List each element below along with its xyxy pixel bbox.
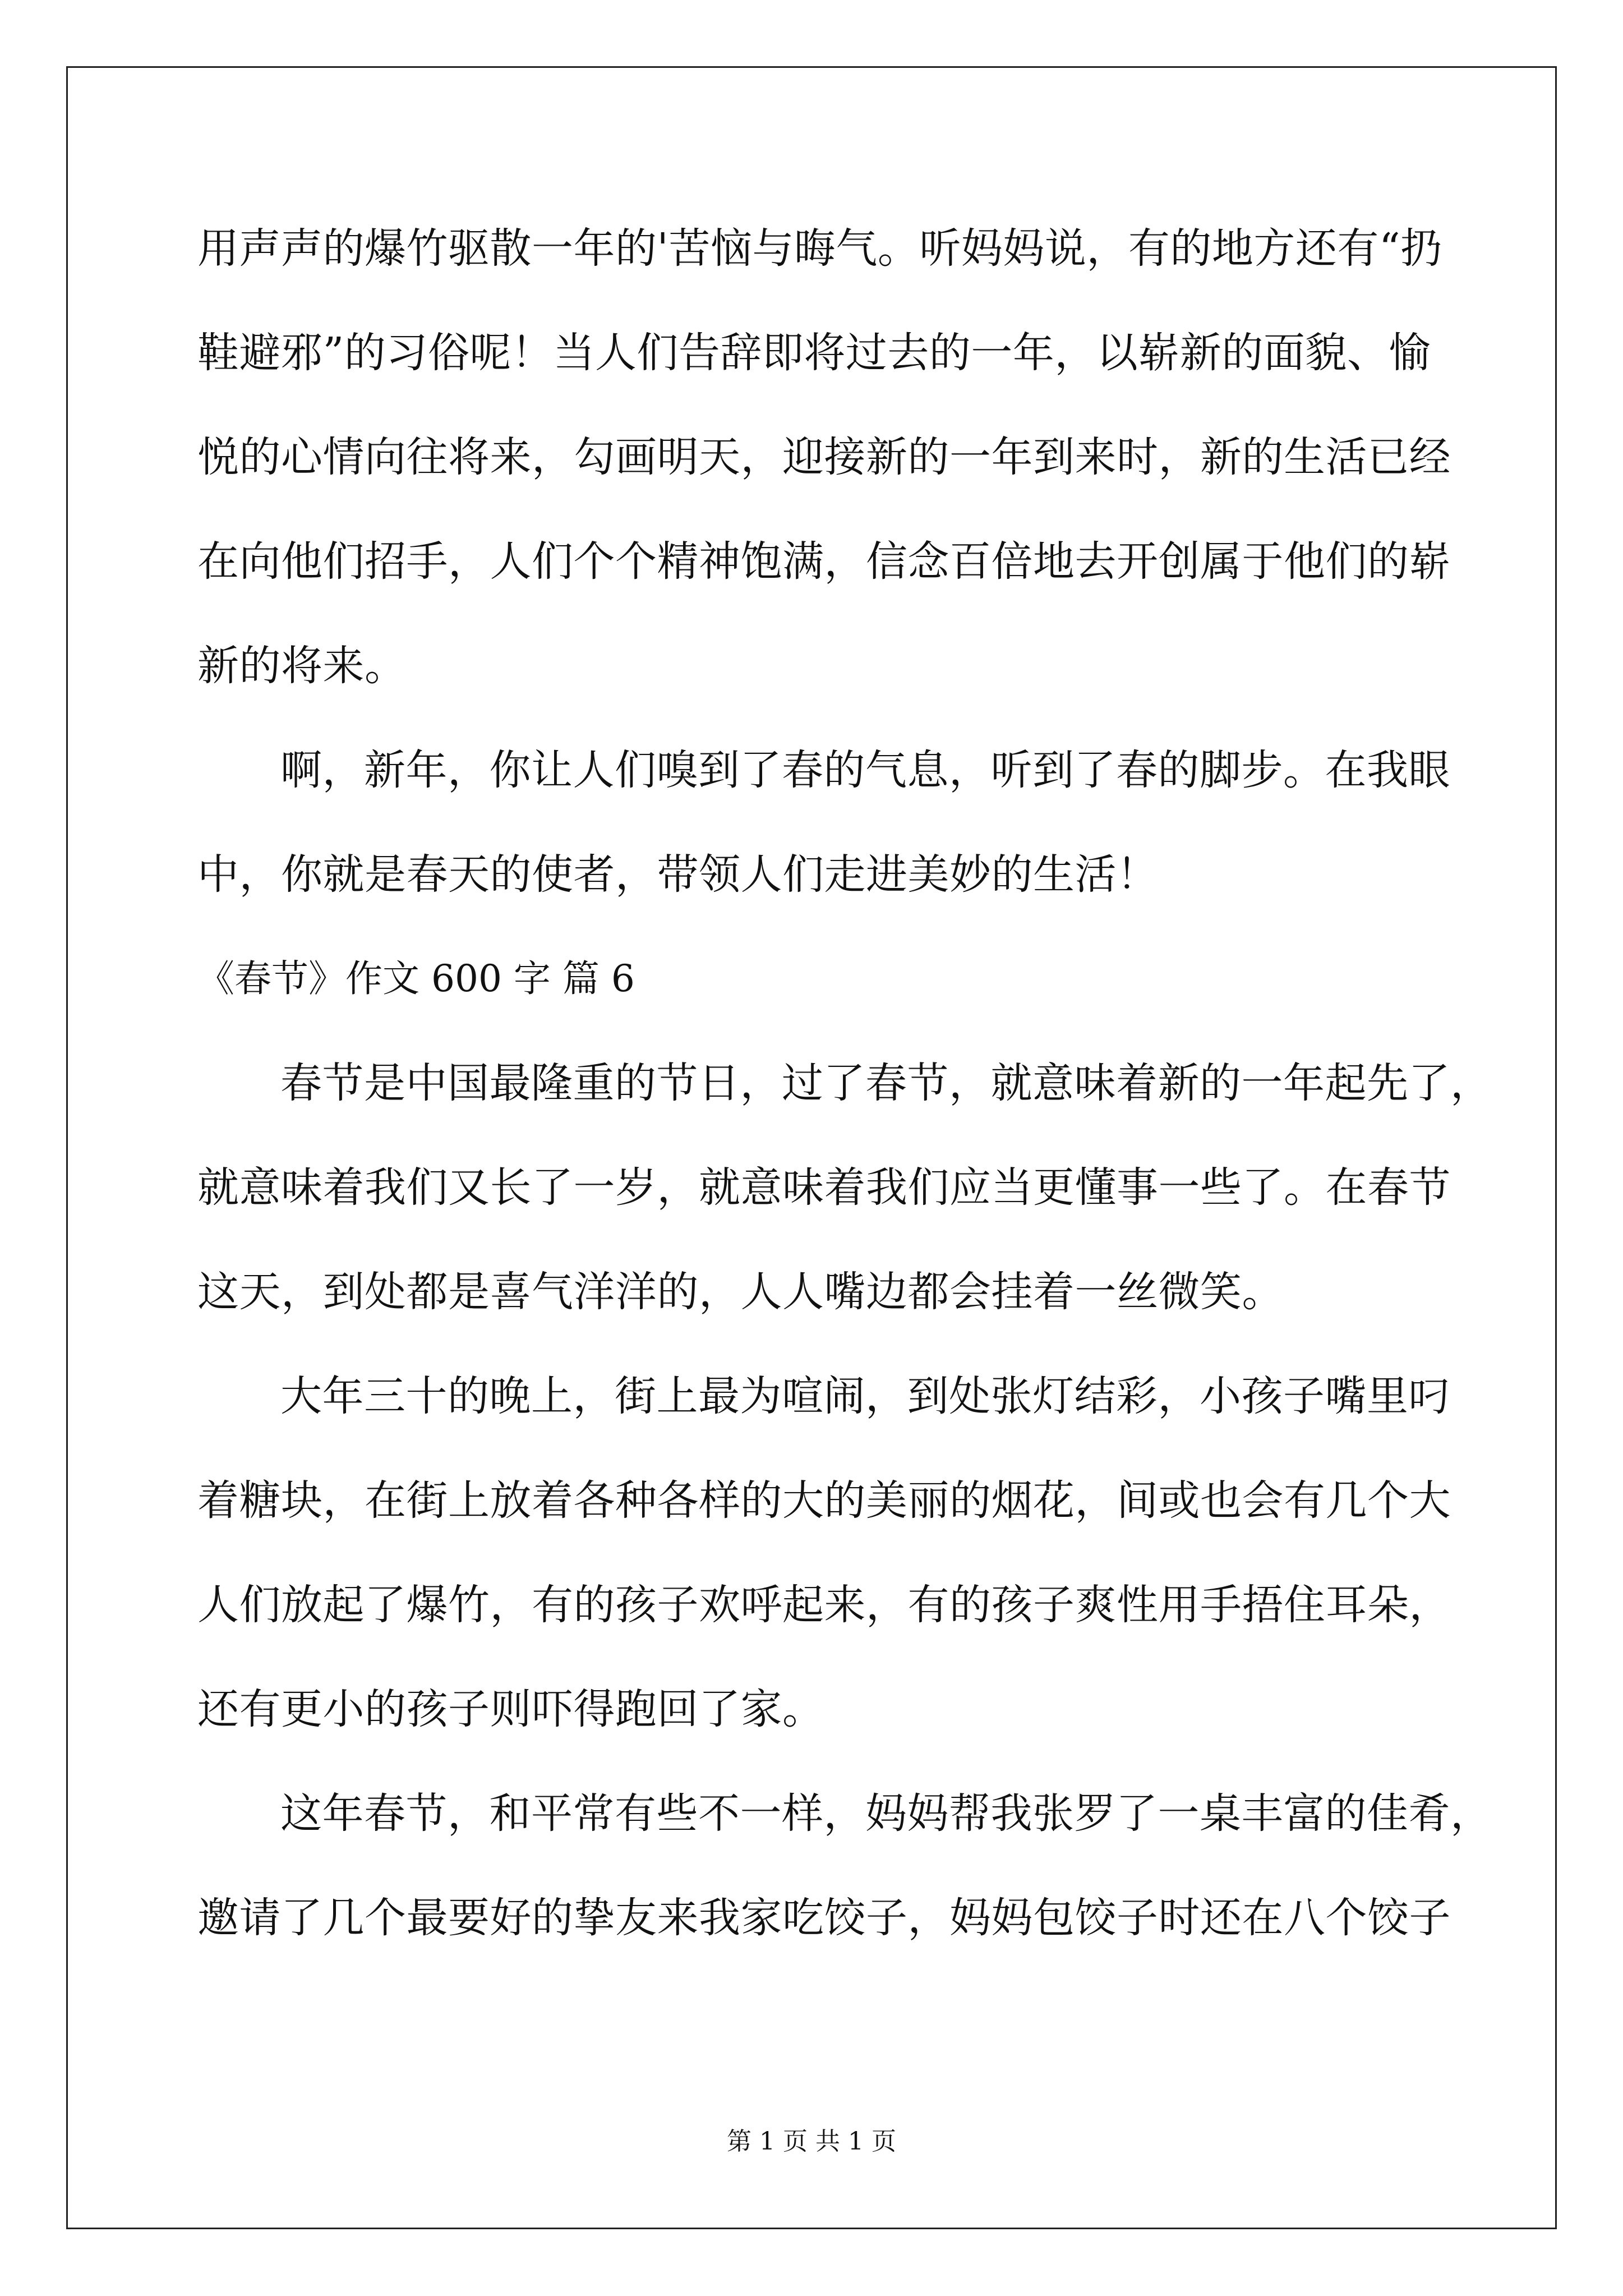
text-line: 春节是中国最隆重的节日，过了春节，就意味着新的一年起先了，	[280, 1059, 1492, 1107]
text-line: 邀请了几个最要好的挚友来我家吃饺子，妈妈包饺子时还在八个饺子	[197, 1894, 1451, 1942]
text-line: 人们放起了爆竹，有的孩子欢呼起来，有的孩子爽性用手捂住耳朵，	[197, 1581, 1451, 1629]
text-line: 鞋避邪”的习俗呢！当人们告辞即将过去的一年，以崭新的面貌、愉	[197, 329, 1431, 377]
text-line: 在向他们招手，人们个个精神饱满，信念百倍地去开创属于他们的崭	[197, 537, 1451, 586]
text-line: 悦的心情向往将来，勾画明天，迎接新的一年到来时，新的生活已经	[197, 433, 1451, 481]
text-line: 着糖块，在街上放着各种各样的大的美丽的烟花，间或也会有几个大	[197, 1476, 1451, 1525]
text-line: 新的将来。	[197, 642, 407, 690]
page-footer: 第 1 页 共 1 页	[727, 2127, 896, 2156]
text-line: 用声声的爆竹驱散一年的'苦恼与晦气。听妈妈说，有的地方还有“扔	[197, 224, 1442, 273]
text-line: 就意味着我们又长了一岁，就意味着我们应当更懂事一些了。在春节	[197, 1163, 1451, 1212]
text-line: 啊，新年，你让人们嗅到了春的气息，听到了春的脚步。在我眼	[280, 746, 1450, 794]
text-line: 还有更小的孩子则吓得跑回了家。	[197, 1685, 824, 1733]
text-line: 这年春节，和平常有些不一样，妈妈帮我张罗了一桌丰富的佳肴，	[280, 1789, 1492, 1838]
section-heading: 《春节》作文 600 字 篇 6	[197, 957, 635, 1000]
text-line: 大年三十的晚上，街上最为喧闹，到处张灯结彩，小孩子嘴里叼	[280, 1372, 1450, 1420]
document-body	[197, 212, 1492, 1986]
text-line: 中，你就是春天的使者，带领人们走进美妙的生活！	[197, 850, 1159, 899]
text-line: 这天，到处都是喜气洋洋的，人人嘴边都会挂着一丝微笑。	[197, 1268, 1284, 1316]
